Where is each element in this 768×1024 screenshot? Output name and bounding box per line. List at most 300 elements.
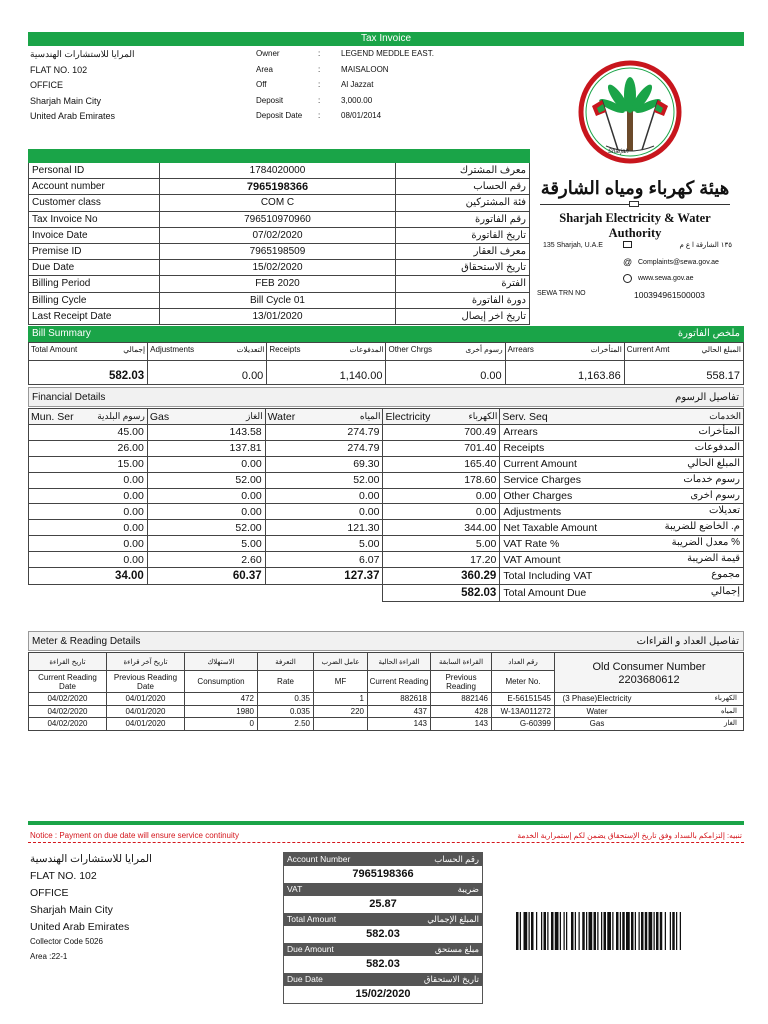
financial-value-water: 121.30 <box>265 520 383 536</box>
owner-info-colon: : <box>318 64 321 74</box>
trn-label: SEWA TRN NO <box>537 290 586 297</box>
financial-header-row <box>29 409 744 425</box>
financial-header-ar: المياه <box>359 411 381 421</box>
financial-due-label-cell <box>500 585 744 602</box>
payment-field-value: 582.03 <box>366 958 400 970</box>
account-info-row <box>29 211 530 227</box>
barcode-bar <box>579 912 580 950</box>
bill-summary-value: 0.00 <box>148 361 267 385</box>
collector-code: Collector Code 5026 <box>30 937 103 946</box>
account-info-value: 7965198366 <box>159 179 395 195</box>
logo-caption: Sharjah <box>608 149 629 155</box>
owner-info-label: Off <box>256 80 267 89</box>
barcode-bar <box>649 912 653 950</box>
meter-type-ar: المياه <box>720 707 737 715</box>
at-icon: @ <box>623 257 633 267</box>
old-consumer-label: Old Consumer Number <box>592 660 706 673</box>
bill-summary-header <box>29 343 148 361</box>
owner-info-value: LEGEND MEDDLE EAST. <box>341 49 434 58</box>
old-consumer-value: 2203680612 <box>618 673 680 686</box>
owner-info-colon: : <box>318 95 321 105</box>
authority-pobox: 135 Sharjah, U.A.E <box>543 242 603 249</box>
meter-type: (3 Phase)Electricity <box>562 694 632 704</box>
financial-header-en: Mun. Ser <box>31 410 74 423</box>
company-name-ar: المرايا للاستشارات الهندسية <box>30 49 135 59</box>
barcode-bar <box>616 912 619 950</box>
meter-header-ar: رقم العداد <box>492 653 555 671</box>
barcode-bar <box>601 912 602 950</box>
bill-summary-label: Total Amount <box>31 345 78 354</box>
meter-header-ar: القراءة الحالية <box>368 653 431 671</box>
bill-summary-header <box>267 343 386 361</box>
financial-row <box>29 552 744 568</box>
financial-value-elec: 701.40 <box>383 440 500 456</box>
account-info-label: Customer class <box>29 195 160 211</box>
owner-info-value: 08/01/2014 <box>341 111 382 120</box>
bill-summary-title-ar: ملخص الفاتورة <box>677 328 740 339</box>
financial-row-label: Arrears <box>503 426 538 439</box>
financial-row <box>29 456 744 472</box>
payment-field-label: Due Amount <box>287 944 334 954</box>
account-info-label-ar: فئة المشتركين <box>396 195 530 211</box>
meter-type: Water <box>586 706 608 716</box>
authority-divider <box>540 201 730 207</box>
mail-icon <box>623 241 632 248</box>
sewa-logo <box>578 60 682 164</box>
slip-company-name-ar: المرايا للاستشارات الهندسية <box>30 853 152 865</box>
financial-value-mun: 15.00 <box>29 456 148 472</box>
payment-field-header <box>284 913 482 926</box>
authority-name-en: Sharjah Electricity & Water Authority <box>559 211 711 240</box>
financial-row <box>29 425 744 441</box>
financial-value-mun: 45.00 <box>29 425 148 441</box>
payment-field-header <box>284 853 482 866</box>
payment-field-label: Account Number <box>287 854 351 864</box>
financial-row-label: Other Charges <box>503 490 573 502</box>
slip-area: Area :22-1 <box>30 952 68 961</box>
financial-row-label-ar: المبلغ الحالي <box>687 457 740 469</box>
notice-text-ar: تنبيه: إلتزامكم بالسداد وفق تاريخ الإستحقاق يضمن لكم إستمرارية الخدمة <box>517 831 742 840</box>
account-info-label-ar: تاريخ اخر إيصال <box>396 308 530 324</box>
payment-box <box>283 852 483 1004</box>
meter-value-rate: 0.035 <box>258 705 314 718</box>
meter-value-cur_date: 04/02/2020 <box>29 718 107 731</box>
financial-row-label: Net Taxable Amount <box>503 521 598 534</box>
bill-summary-title: Bill Summary <box>32 328 91 339</box>
payment-field-value: 582.03 <box>366 928 400 940</box>
financial-row-label-ar: رسوم خدمات <box>683 473 740 485</box>
financial-row-label-cell <box>500 425 744 441</box>
barcode-bar <box>607 912 611 950</box>
meter-value-prev: 428 <box>431 705 492 718</box>
barcode-bar <box>639 912 640 950</box>
barcode-bar <box>524 912 528 950</box>
account-info-value: FEB 2020 <box>159 276 395 292</box>
financial-value-mun: 0.00 <box>29 520 148 536</box>
meter-title-ar: تفاصيل العداد و القراءات <box>636 636 739 647</box>
payment-field-label: Due Date <box>287 974 323 984</box>
payment-field-label-ar: تاريخ الاستحقاق <box>423 974 479 984</box>
financial-header-en: Water <box>267 410 296 423</box>
meter-header-en: Current Reading Date <box>29 671 107 693</box>
barcode-bar <box>551 912 554 950</box>
financial-row-label-cell <box>500 536 744 552</box>
address-line-4: United Arab Emirates <box>30 111 116 121</box>
barcode-bar <box>575 912 576 950</box>
slip-address-line-3: Sharjah Main City <box>30 904 113 916</box>
financial-row <box>29 440 744 456</box>
financial-due-value: 582.03 <box>383 585 500 602</box>
financial-row-label-ar: مجموع <box>711 569 740 581</box>
bill-summary-value: 1,140.00 <box>267 361 386 385</box>
financial-value-water: 6.07 <box>265 552 383 568</box>
account-info-header <box>29 150 530 163</box>
bill-summary-value: 582.03 <box>29 361 148 385</box>
financial-header <box>500 409 744 425</box>
meter-value-consumption: 1980 <box>185 705 258 718</box>
payment-field-label-ar: مبلغ مستحق <box>434 944 479 954</box>
financial-row-label: VAT Amount <box>503 553 561 566</box>
meter-header-ar: عامل الضرب <box>314 653 368 671</box>
account-info-value: COM C <box>159 195 395 211</box>
financial-value-mun: 0.00 <box>29 472 148 488</box>
meter-value-prev_date: 04/01/2020 <box>107 718 185 731</box>
barcode-bar <box>670 912 671 950</box>
account-info-value: 15/02/2020 <box>159 260 395 276</box>
barcode-bar <box>594 912 597 950</box>
financial-value-elec: 0.00 <box>383 504 500 520</box>
account-info-value: 7965198509 <box>159 243 395 259</box>
financial-row-label-ar: المدفوعات <box>694 441 740 453</box>
owner-info-row <box>256 62 516 78</box>
barcode-image <box>516 912 744 950</box>
customer-address <box>30 47 250 125</box>
financial-value-mun: 0.00 <box>29 536 148 552</box>
payment-field-label: VAT <box>287 884 303 894</box>
financial-title: Financial Details <box>32 392 106 403</box>
owner-info-row <box>256 77 516 93</box>
financial-row <box>29 536 744 552</box>
globe-icon <box>623 274 632 283</box>
meter-value-meter: W-13A011272 <box>492 705 555 718</box>
address-line-1: FLAT NO. 102 <box>30 64 88 75</box>
bill-summary-value: 0.00 <box>386 361 505 385</box>
financial-value-water: 127.37 <box>265 568 383 585</box>
financial-row-label-ar: معدل الضريبة % <box>671 537 740 549</box>
account-info-label: Premise ID <box>29 243 160 259</box>
meter-header-en: Previous Reading <box>431 671 492 693</box>
account-info-label: Personal ID <box>29 163 160 179</box>
meter-row <box>29 693 744 706</box>
barcode-bar <box>604 912 607 950</box>
financial-value-gas: 2.60 <box>147 552 265 568</box>
financial-value-gas: 0.00 <box>147 504 265 520</box>
financial-row-label-cell <box>500 488 744 504</box>
financial-value-water: 52.00 <box>265 472 383 488</box>
barcode-bar <box>541 912 542 950</box>
financial-header <box>265 409 383 425</box>
barcode-bar <box>612 912 613 950</box>
owner-info-row <box>256 93 516 109</box>
authority-website[interactable]: www.sewa.gov.ae <box>638 275 694 282</box>
meter-value-meter: G-60399 <box>492 718 555 731</box>
financial-value-elec: 360.29 <box>383 568 500 585</box>
financial-value-mun: 34.00 <box>29 568 148 585</box>
bill-summary-label-ar: رسوم أخرى <box>465 345 503 354</box>
payment-field-header <box>284 973 482 986</box>
payment-field-value: 15/02/2020 <box>355 988 411 1000</box>
authority-email[interactable]: Complaints@sewa.gov.ae <box>638 259 719 266</box>
financial-row-label-cell <box>500 472 744 488</box>
financial-header-en: Electricity <box>385 410 431 423</box>
meter-type-cell <box>555 693 744 706</box>
address-line-2: OFFICE <box>30 80 63 90</box>
bill-summary-label: Other Chrgs <box>388 345 433 354</box>
payment-field-label-ar: رقم الحساب <box>434 854 479 864</box>
financial-header-ar: رسوم البلدية <box>97 411 145 421</box>
account-info-row <box>29 179 530 195</box>
barcode-bar <box>560 912 561 950</box>
meter-title-bar <box>28 631 744 651</box>
financial-value-mun: 0.00 <box>29 504 148 520</box>
meter-value-cur: 437 <box>368 705 431 718</box>
account-info-row <box>29 308 530 324</box>
financial-row <box>29 520 744 536</box>
invoice-title-bar <box>28 32 744 46</box>
slip-separator <box>28 821 744 825</box>
barcode-bar <box>672 912 675 950</box>
financial-header-en: Serv. Seq <box>502 410 548 423</box>
account-info-value: 1784020000 <box>159 163 395 179</box>
barcode-bar <box>520 912 521 950</box>
owner-info-value: 3,000.00 <box>341 95 373 105</box>
slip-address-line-2: OFFICE <box>30 887 69 899</box>
financial-due-label-ar: إجمالي <box>710 586 740 598</box>
owner-info <box>256 46 516 124</box>
payment-field-label: Total Amount <box>287 914 337 924</box>
meter-type-ar: الغاز <box>724 720 737 727</box>
slip-address-line-1: FLAT NO. 102 <box>30 870 97 882</box>
barcode-bar <box>597 912 598 950</box>
account-info-label-ar: معرف المشترك <box>396 163 530 179</box>
account-info-label-ar: الفترة <box>396 276 530 292</box>
financial-row-label-ar: قيمة الضريبة <box>687 553 740 565</box>
account-info-label: Tax Invoice No <box>29 211 160 227</box>
owner-info-value: MAISALOON <box>341 64 389 74</box>
meter-header-en: MF <box>314 671 368 693</box>
financial-value-water: 274.79 <box>265 425 383 441</box>
bill-summary-header <box>624 343 743 361</box>
account-info-value: 796510970960 <box>159 211 395 227</box>
meter-title: Meter & Reading Details <box>32 636 141 647</box>
financial-value-gas: 0.00 <box>147 456 265 472</box>
financial-row-label-cell <box>500 520 744 536</box>
slip-address-line-4: United Arab Emirates <box>30 921 130 933</box>
barcode-bar <box>645 912 648 950</box>
financial-row <box>29 472 744 488</box>
bill-summary-header <box>505 343 624 361</box>
owner-info-label: Deposit <box>256 95 284 105</box>
meter-value-rate: 0.35 <box>258 693 314 706</box>
barcode-bar <box>531 912 534 950</box>
financial-due-label: Total Amount Due <box>503 587 587 600</box>
financial-value-water: 69.30 <box>265 456 383 472</box>
meter-type-cell <box>555 718 744 731</box>
financial-value-gas: 52.00 <box>147 520 265 536</box>
financial-value-elec: 178.60 <box>383 472 500 488</box>
owner-info-row <box>256 108 516 124</box>
account-info-label: Due Date <box>29 260 160 276</box>
barcode-bar <box>566 912 567 950</box>
bill-summary-label-ar: المدفوعات <box>349 345 384 354</box>
financial-row-label-cell <box>500 568 744 585</box>
financial-value-gas: 143.58 <box>147 425 265 441</box>
barcode-bar <box>665 912 666 950</box>
meter-value-prev: 143 <box>431 718 492 731</box>
bill-summary-header <box>386 343 505 361</box>
financial-row-label: Service Charges <box>503 474 581 487</box>
financial-row-label-cell <box>500 504 744 520</box>
account-info-row <box>29 260 530 276</box>
financial-row-label-ar: رسوم اخرى <box>690 489 740 501</box>
bill-summary-value-row <box>29 361 744 385</box>
barcode-bar <box>626 912 630 950</box>
meter-header-ar-row <box>29 653 744 671</box>
payment-field-header <box>284 943 482 956</box>
financial-row-label: Receipts <box>503 442 545 455</box>
financial-due-row <box>29 585 744 602</box>
financial-value-gas: 0.00 <box>147 488 265 504</box>
meter-value-rate: 2.50 <box>258 718 314 731</box>
meter-value-meter: E-56151545 <box>492 693 555 706</box>
meter-value-mf: 1 <box>314 693 368 706</box>
meter-value-mf: 220 <box>314 705 368 718</box>
financial-value-water: 5.00 <box>265 536 383 552</box>
account-info-label: Invoice Date <box>29 227 160 243</box>
barcode <box>516 912 744 950</box>
barcode-bar <box>536 912 537 950</box>
financial-row <box>29 488 744 504</box>
meter-value-prev_date: 04/01/2020 <box>107 705 185 718</box>
meter-type-ar: الكهرباء <box>714 695 737 702</box>
meter-header-en: Rate <box>258 671 314 693</box>
barcode-bar <box>571 912 574 950</box>
bill-summary-label-ar: المتأخرات <box>590 345 622 354</box>
owner-info-colon: : <box>318 111 321 120</box>
financial-value-elec: 0.00 <box>383 488 500 504</box>
payment-field-header <box>284 883 482 896</box>
financial-row-label: Adjustments <box>503 505 562 518</box>
meter-header-en: Meter No. <box>492 671 555 693</box>
meter-row <box>29 705 744 718</box>
financial-row-label-ar: تعديلات <box>708 505 740 517</box>
bill-summary-label: Current Amt <box>626 345 670 354</box>
account-info-row <box>29 227 530 243</box>
account-info-row <box>29 195 530 211</box>
trn-value: 100394961500003 <box>634 290 705 300</box>
invoice-title: Tax Invoice <box>360 33 412 44</box>
account-info-row <box>29 163 530 179</box>
meter-value-cur: 143 <box>368 718 431 731</box>
barcode-bar <box>564 912 565 950</box>
meter-header-en: Consumption <box>185 671 258 693</box>
notice-cut-line <box>28 842 744 843</box>
account-info-value: 13/01/2020 <box>159 308 395 324</box>
meter-header-ar: تاريخ القراءة <box>29 653 107 671</box>
meter-header-ar: تاريخ آخر قراءة <box>107 653 185 671</box>
meter-value-cur_date: 04/02/2020 <box>29 705 107 718</box>
authority-name-ar: هيئة كهرباء ومياه الشارقة <box>540 178 730 198</box>
financial-value-gas: 137.81 <box>147 440 265 456</box>
meter-value-consumption: 472 <box>185 693 258 706</box>
account-info-value: 07/02/2020 <box>159 227 395 243</box>
address-line-3: Sharjah Main City <box>30 95 102 106</box>
barcode-bar <box>660 912 663 950</box>
account-info-label-ar: معرف العقار <box>396 243 530 259</box>
bill-summary-label-ar: المبلغ الحالي <box>701 345 741 354</box>
bill-summary-bar <box>28 326 744 342</box>
financial-row-label: Total Including VAT <box>503 570 593 583</box>
account-info-label: Billing Period <box>29 276 160 292</box>
old-consumer-cell <box>555 653 744 693</box>
financial-row-label: VAT Rate % <box>503 537 560 550</box>
account-info-value: Bill Cycle 01 <box>159 292 395 308</box>
barcode-bar <box>555 912 559 950</box>
owner-info-label: Deposit Date <box>256 111 303 120</box>
account-info-row <box>29 243 530 259</box>
slip-address <box>30 851 260 936</box>
account-info-label: Account number <box>29 179 160 195</box>
barcode-bar <box>516 912 519 950</box>
owner-info-value: Al Jazzat <box>341 80 374 89</box>
account-info-label: Last Receipt Date <box>29 308 160 324</box>
financial-total-row <box>29 568 744 585</box>
meter-table <box>28 652 744 731</box>
financial-table <box>28 408 744 602</box>
meter-value-mf <box>314 718 368 731</box>
meter-value-consumption: 0 <box>185 718 258 731</box>
meter-value-prev_date: 04/01/2020 <box>107 693 185 706</box>
meter-value-prev: 882146 <box>431 693 492 706</box>
financial-header <box>147 409 265 425</box>
barcode-bar <box>656 912 659 950</box>
financial-row-label-ar: المتأخرات <box>698 426 740 437</box>
bill-summary-value: 1,163.86 <box>505 361 624 385</box>
barcode-bar <box>635 912 636 950</box>
financial-value-elec: 344.00 <box>383 520 500 536</box>
bill-summary-value: 558.17 <box>624 361 743 385</box>
bill-summary-label: Arrears <box>507 345 534 354</box>
notice-text: Notice : Payment on due date will ensure service continuity <box>30 831 239 840</box>
account-info-label: Billing Cycle <box>29 292 160 308</box>
financial-row <box>29 504 744 520</box>
owner-info-label: Owner <box>256 49 280 58</box>
barcode-bar <box>631 912 634 950</box>
sewa-logo-emblem <box>578 60 682 164</box>
financial-row-label-cell <box>500 440 744 456</box>
meter-header-ar: الاستهلاك <box>185 653 258 671</box>
owner-info-colon: : <box>318 80 321 89</box>
financial-header-ar: الغاز <box>245 411 263 421</box>
bill-summary-header <box>148 343 267 361</box>
financial-value-water: 0.00 <box>265 504 383 520</box>
financial-value-elec: 5.00 <box>383 536 500 552</box>
financial-title-ar: تفاصيل الرسوم <box>675 392 739 403</box>
meter-header-en: Current Reading <box>368 671 431 693</box>
barcode-bar <box>589 912 593 950</box>
account-info-label-ar: رقم الفاتورة <box>396 211 530 227</box>
financial-header-ar: الكهرباء <box>468 411 498 421</box>
